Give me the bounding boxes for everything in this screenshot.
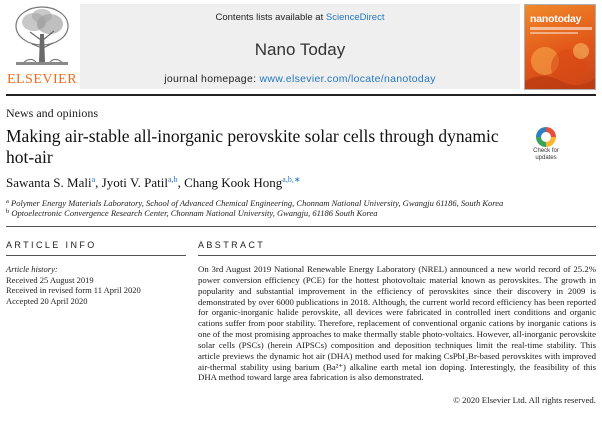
author-list: Sawanta S. Mali$^a$, Jyoti V. Patil$^{a,b}$, Chang Kook Hong$^{a,b,∗}$: [6, 175, 301, 190]
journal-header: [80, 4, 520, 89]
elsevier-logo[interactable]: [6, 4, 78, 90]
contents-prefix: Contents lists available at: [215, 12, 326, 23]
affiliation-key: b: [6, 208, 10, 215]
cover-artwork: [525, 37, 596, 90]
history-received: Received 25 August 2019: [6, 274, 94, 285]
tree-emblem-icon: [10, 4, 74, 70]
homepage-prefix: journal homepage:: [164, 73, 260, 85]
affiliation-text: Optoelectronic Convergence Research Center, Chonnam National University, Gwangju, 61186 South Korea: [11, 208, 378, 218]
affiliation: [6, 198, 503, 208]
affiliation-key: a: [6, 198, 9, 205]
header-divider: [6, 94, 596, 96]
article-info-divider: [6, 255, 186, 256]
check-for-updates-button[interactable]: [528, 127, 564, 165]
article-history: [6, 264, 186, 306]
author-name[interactable]: Chang Kook Hong: [184, 175, 283, 190]
abstract-heading: ABSTRACT: [198, 240, 266, 250]
sciencedirect-link[interactable]: ScienceDirect: [325, 12, 385, 23]
copyright-notice: © 2020 Elsevier Ltd. All rights reserved.: [453, 395, 596, 405]
affiliation-text: Polymer Energy Materials Laboratory, School of Advanced Chemical Engineering, Chonnam National University, Gwangju 61186, South Korea: [11, 198, 504, 208]
article-info-heading: ARTICLE INFO: [6, 240, 97, 250]
history-accepted: Accepted 20 April 2020: [6, 295, 88, 306]
journal-name[interactable]: Nano Today: [254, 40, 346, 59]
abstract-text: On 3rd August 2019 National Renewable Energy Laboratory (NREL) announced a new world record of 25.2% power conversion efficiency (PCE) for the hottest photovoltaic material known as perovskites. The growth in popularity and substantial improvement in the efficiency of perovskites since their discovery in 2009 is demonstrated by over 6000 publications in 2018. Although, the current world record efficiency has been reported for organic-inorganic halide perovskite, all devices were fabricated in controlled inert conditions and organic cations suffer from poor stability. Therefore, replacement of conventional organic cations by inorganic cations is one of the most promising approaches to make thermally stable photo-voltaics. However, all-inorganic perovskite solar cells (PSCs) (herein AIPSCs) composition and deposition techniques limit the real-time stability. This article previews the dynamic hot air (DHA) method used for making CsPbI₂Br-based perovskites with improved air-thermal stability using barium (Ba²⁺) alkaline earth metal ion doping. Interestingly, the feasibility of this DHA method toward large area fabrication is also demonstrated.: [198, 264, 596, 383]
article-title: Making air-stable all-inorganic perovskite solar cells through dynamic hot-air: [6, 126, 499, 167]
contents-line: [80, 12, 520, 23]
cover-decoration: [530, 32, 578, 34]
author-affil-marker[interactable]: a: [91, 175, 96, 184]
history-label: Article history:: [6, 264, 58, 274]
homepage-link[interactable]: www.elsevier.com/locate/nanotoday: [259, 73, 436, 85]
affiliation: [6, 208, 378, 218]
cover-title: nanotoday: [530, 13, 582, 25]
cover-decoration: [530, 27, 592, 30]
history-revised: Received in revised form 11 April 2020: [6, 285, 141, 295]
journal-cover-image[interactable]: [524, 4, 596, 90]
check-updates-label: Check for updates: [533, 148, 559, 161]
publisher-wordmark: ELSEVIER: [6, 72, 78, 87]
article-section: News and opinions: [6, 106, 98, 120]
affiliation-divider: [6, 226, 596, 227]
author-affil-marker[interactable]: a,b,∗: [282, 175, 301, 184]
author-affil-marker[interactable]: a,b: [168, 175, 178, 184]
author-name[interactable]: Jyoti V. Patil: [101, 175, 168, 190]
author-name[interactable]: Sawanta S. Mali: [6, 175, 92, 190]
abstract-divider: [198, 255, 596, 256]
homepage-line: [80, 73, 520, 85]
check-updates-icon-center: [541, 132, 551, 142]
